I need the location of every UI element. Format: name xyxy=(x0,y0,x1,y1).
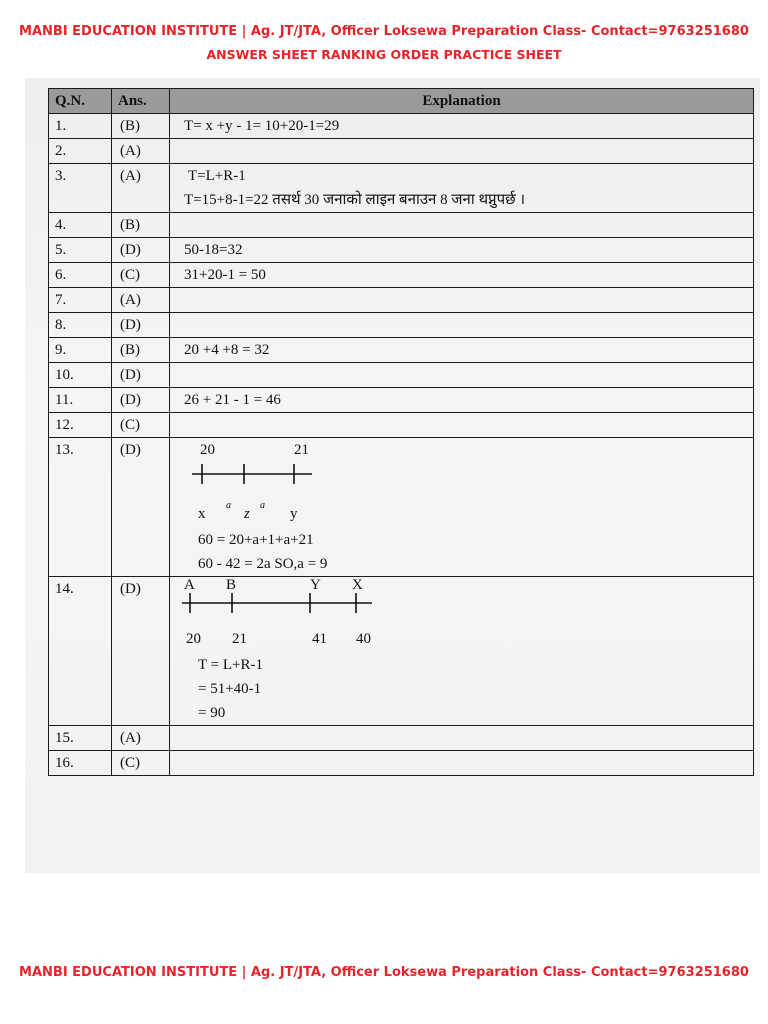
diagram-label: 21 xyxy=(232,631,247,647)
table-row xyxy=(49,751,754,776)
question-number: 16. xyxy=(49,751,112,776)
question-number: 7. xyxy=(49,288,112,313)
answer-option: (D) xyxy=(112,438,170,577)
explanation xyxy=(170,213,754,238)
diagram-label: x xyxy=(198,506,206,522)
header-subtitle: ANSWER SHEET RANKING ORDER PRACTICE SHEET xyxy=(206,47,562,62)
table-row xyxy=(49,338,754,363)
answer-option: (D) xyxy=(112,238,170,263)
question-number: 11. xyxy=(49,388,112,413)
diagram-label: 21 xyxy=(294,442,309,458)
diagram-label: B xyxy=(226,577,237,593)
explanation xyxy=(170,263,754,288)
question-number: 3. xyxy=(49,164,112,213)
table-row xyxy=(49,388,754,413)
diagram-label: Y xyxy=(310,577,321,593)
answer-option: (A) xyxy=(112,164,170,213)
answer-option: (D) xyxy=(112,363,170,388)
explanation xyxy=(170,751,754,776)
explanation xyxy=(170,413,754,438)
explanation xyxy=(170,139,754,164)
diagram-label: A xyxy=(184,577,195,593)
question-number: 15. xyxy=(49,726,112,751)
explanation xyxy=(170,388,754,413)
column-header-qn: Q.N. xyxy=(49,89,112,114)
answer-option: (C) xyxy=(112,413,170,438)
number-line-diagram xyxy=(176,577,416,653)
explanation-line: = 51+40-1 xyxy=(198,681,262,697)
explanation-line: 26 + 21 - 1 = 46 xyxy=(184,392,281,408)
answer-option: (D) xyxy=(112,388,170,413)
table-row xyxy=(49,438,754,577)
explanation xyxy=(170,363,754,388)
explanation xyxy=(170,164,754,213)
diagram-label: 41 xyxy=(312,631,327,647)
question-number: 14. xyxy=(49,577,112,726)
explanation-line: 31+20-1 = 50 xyxy=(184,267,266,283)
explanation-line: T=L+R-1 xyxy=(188,168,246,184)
answer-option: (C) xyxy=(112,263,170,288)
table-row xyxy=(49,263,754,288)
explanation xyxy=(170,577,754,726)
explanation-line: 60 - 42 = 2a SO,a = 9 xyxy=(198,556,328,572)
explanation-line: T = L+R-1 xyxy=(198,657,263,673)
table-row xyxy=(49,164,754,213)
explanation-line: T= x +y - 1= 10+20-1=29 xyxy=(184,118,340,134)
answer-option: (A) xyxy=(112,726,170,751)
question-number: 2. xyxy=(49,139,112,164)
answer-option: (A) xyxy=(112,288,170,313)
explanation xyxy=(170,726,754,751)
diagram-label: z xyxy=(244,506,250,522)
answer-table-body xyxy=(49,114,754,776)
answer-option: (B) xyxy=(112,213,170,238)
table-row xyxy=(49,213,754,238)
question-number: 5. xyxy=(49,238,112,263)
table-header-row xyxy=(49,89,754,114)
column-header-explanation: Explanation xyxy=(170,89,754,114)
table-row xyxy=(49,114,754,139)
question-number: 10. xyxy=(49,363,112,388)
diagram-label: X xyxy=(352,577,363,593)
table-row xyxy=(49,577,754,726)
table-row xyxy=(49,288,754,313)
diagram-label: 20 xyxy=(186,631,201,647)
table-row xyxy=(49,139,754,164)
explanation xyxy=(170,313,754,338)
answer-table xyxy=(48,88,754,776)
explanation xyxy=(170,238,754,263)
explanation-line: 60 = 20+a+1+a+21 xyxy=(198,532,314,548)
answer-option: (B) xyxy=(112,114,170,139)
question-number: 13. xyxy=(49,438,112,577)
diagram-label: 40 xyxy=(356,631,371,647)
question-number: 12. xyxy=(49,413,112,438)
table-row xyxy=(49,238,754,263)
header-title: MANBI EDUCATION INSTITUTE | Ag. JT/JTA, Officer Loksewa Preparation Class- Contact=9763251680 xyxy=(19,24,749,39)
explanation xyxy=(170,438,754,577)
answer-option: (D) xyxy=(112,313,170,338)
table-row xyxy=(49,726,754,751)
question-number: 1. xyxy=(49,114,112,139)
table-row xyxy=(49,413,754,438)
diagram-label: a xyxy=(260,500,265,511)
number-line-diagram xyxy=(176,438,416,528)
explanation xyxy=(170,288,754,313)
answer-option: (A) xyxy=(112,139,170,164)
explanation xyxy=(170,338,754,363)
table-row xyxy=(49,363,754,388)
question-number: 8. xyxy=(49,313,112,338)
explanation xyxy=(170,114,754,139)
column-header-ans: Ans. xyxy=(112,89,170,114)
footer-text: MANBI EDUCATION INSTITUTE | Ag. JT/JTA, Officer Loksewa Preparation Class- Contact=9763251680 xyxy=(19,965,749,980)
answer-option: (D) xyxy=(112,577,170,726)
explanation-line: 50-18=32 xyxy=(184,242,243,258)
diagram-label: 20 xyxy=(200,442,215,458)
question-number: 6. xyxy=(49,263,112,288)
question-number: 9. xyxy=(49,338,112,363)
table-row xyxy=(49,313,754,338)
answer-option: (C) xyxy=(112,751,170,776)
question-number: 4. xyxy=(49,213,112,238)
explanation-line: = 90 xyxy=(198,705,226,721)
explanation-line: T=15+8-1=22 तसर्थ 30 जनाको लाइन बनाउन 8 जना थप्नुपर्छ । xyxy=(184,192,526,208)
diagram-label: a xyxy=(226,500,231,511)
explanation-line: 20 +4 +8 = 32 xyxy=(184,342,270,358)
diagram-label: y xyxy=(290,506,298,522)
answer-option: (B) xyxy=(112,338,170,363)
